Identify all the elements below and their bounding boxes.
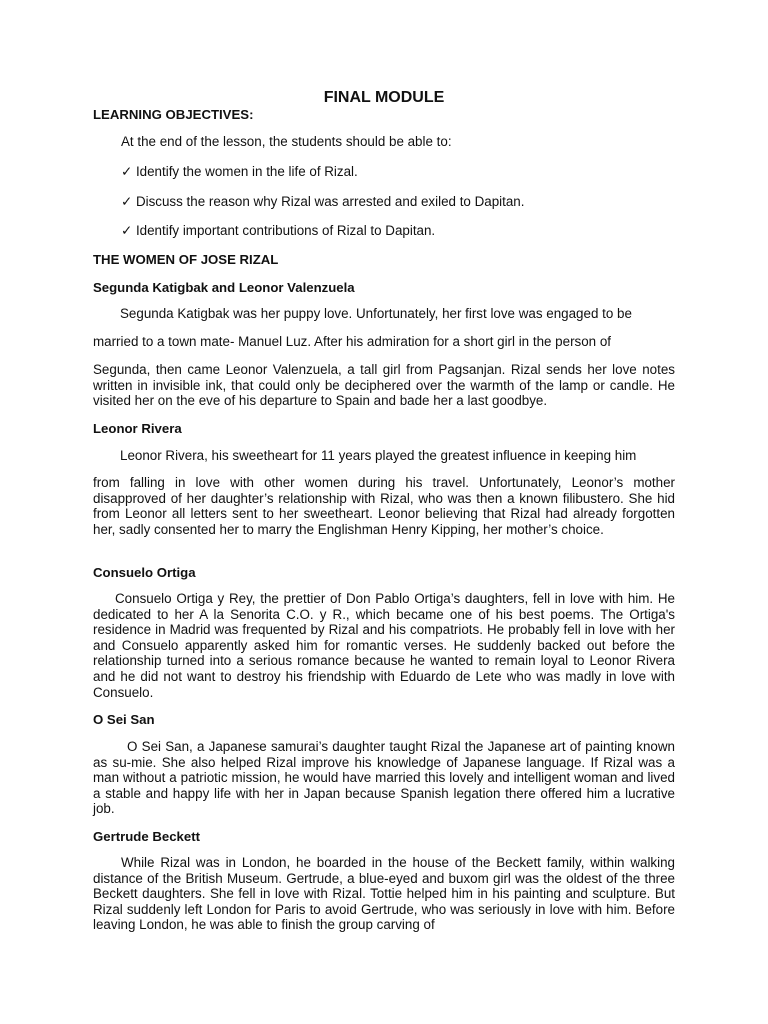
segunda-line-1: Segunda Katigbak was her puppy love. Unfortunately, her first love was engaged to be: [120, 306, 632, 321]
rivera-line-1: Leonor Rivera, his sweetheart for 11 years played the greatest influence in keeping him: [120, 448, 637, 463]
segunda-heading: Segunda Katigbak and Leonor Valenzuela: [93, 280, 355, 295]
objective-item: ✓ Identify important contributions of Rizal to Dapitan.: [121, 223, 436, 238]
rivera-paragraph: from falling in love with other women during his travel. Unfortunately, Leonor’s mother disapproved of her daughter’s relationship with Rizal, who was then a known filibustero. She hid from Leonor all letters sent to her sweetheart. Leonor believing that Rizal had already forgotten her, sadly consented her to marry the Englishman Henry Kipping, her mother’s choice.: [93, 475, 675, 537]
beckett-heading: Gertrude Beckett: [93, 829, 201, 844]
osei-paragraph: O Sei San, a Japanese samurai’s daughter taught Rizal the Japanese art of painting known as su-mie. She also helped Rizal improve his knowledge of Japanese language. If Rizal was a man without a patriotic mission, he would have married this lovely and intelligent woman and lived a stable and happy life with her in Japan because Spanish legation there offered him a lucrative job.: [93, 739, 675, 817]
objectives-heading: LEARNING OBJECTIVES:: [93, 107, 254, 122]
section-title: THE WOMEN OF JOSE RIZAL: [93, 252, 279, 267]
segunda-paragraph: Segunda, then came Leonor Valenzuela, a tall girl from Pagsanjan. Rizal sends her love notes written in invisible ink, that could only be deciphered over the warmth of the lamp or candle. He visited her on the eve of his departure to Spain and bade her a last goodbye.: [93, 362, 675, 409]
ortiga-paragraph: Consuelo Ortiga y Rey, the prettier of Don Pablo Ortiga’s daughters, fell in love with him. He dedicated to her A la Senorita C.O. y R., which became one of his best poems. The Ortiga's residence in Madrid was frequented by Rizal and his compatriots. He probably fell in love with her and Consuelo apparently asked him for romantic verses. He suddenly backed out before the relationship turned into a serious romance because he wanted to remain loyal to Leonor Rivera and he did not want to destroy his friendship with Eduardo de Lete who was madly in love with Consuelo.: [93, 591, 675, 700]
segunda-line-2: married to a town mate- Manuel Luz. After his admiration for a short girl in the person of: [93, 334, 612, 349]
osei-heading: O Sei San: [93, 712, 155, 727]
objective-item: ✓ Discuss the reason why Rizal was arrested and exiled to Dapitan.: [121, 194, 525, 209]
objective-item: ✓ Identify the women in the life of Rizal.: [121, 164, 358, 179]
page-title: FINAL MODULE: [323, 89, 445, 106]
beckett-paragraph: While Rizal was in London, he boarded in the house of the Beckett family, within walking distance of the British Museum. Gertrude, a blue-eyed and buxom girl was the oldest of the three Beckett daughters. She fell in love with Rizal. Tottie helped him in his painting and sculpture. But Rizal suddenly left London for Paris to avoid Gertrude, who was seriously in love with him. Before leaving London, he was able to finish the group carving of: [93, 855, 675, 933]
objectives-intro: At the end of the lesson, the students should be able to:: [121, 134, 452, 149]
rivera-heading: Leonor Rivera: [93, 421, 182, 436]
ortiga-heading: Consuelo Ortiga: [93, 565, 196, 580]
